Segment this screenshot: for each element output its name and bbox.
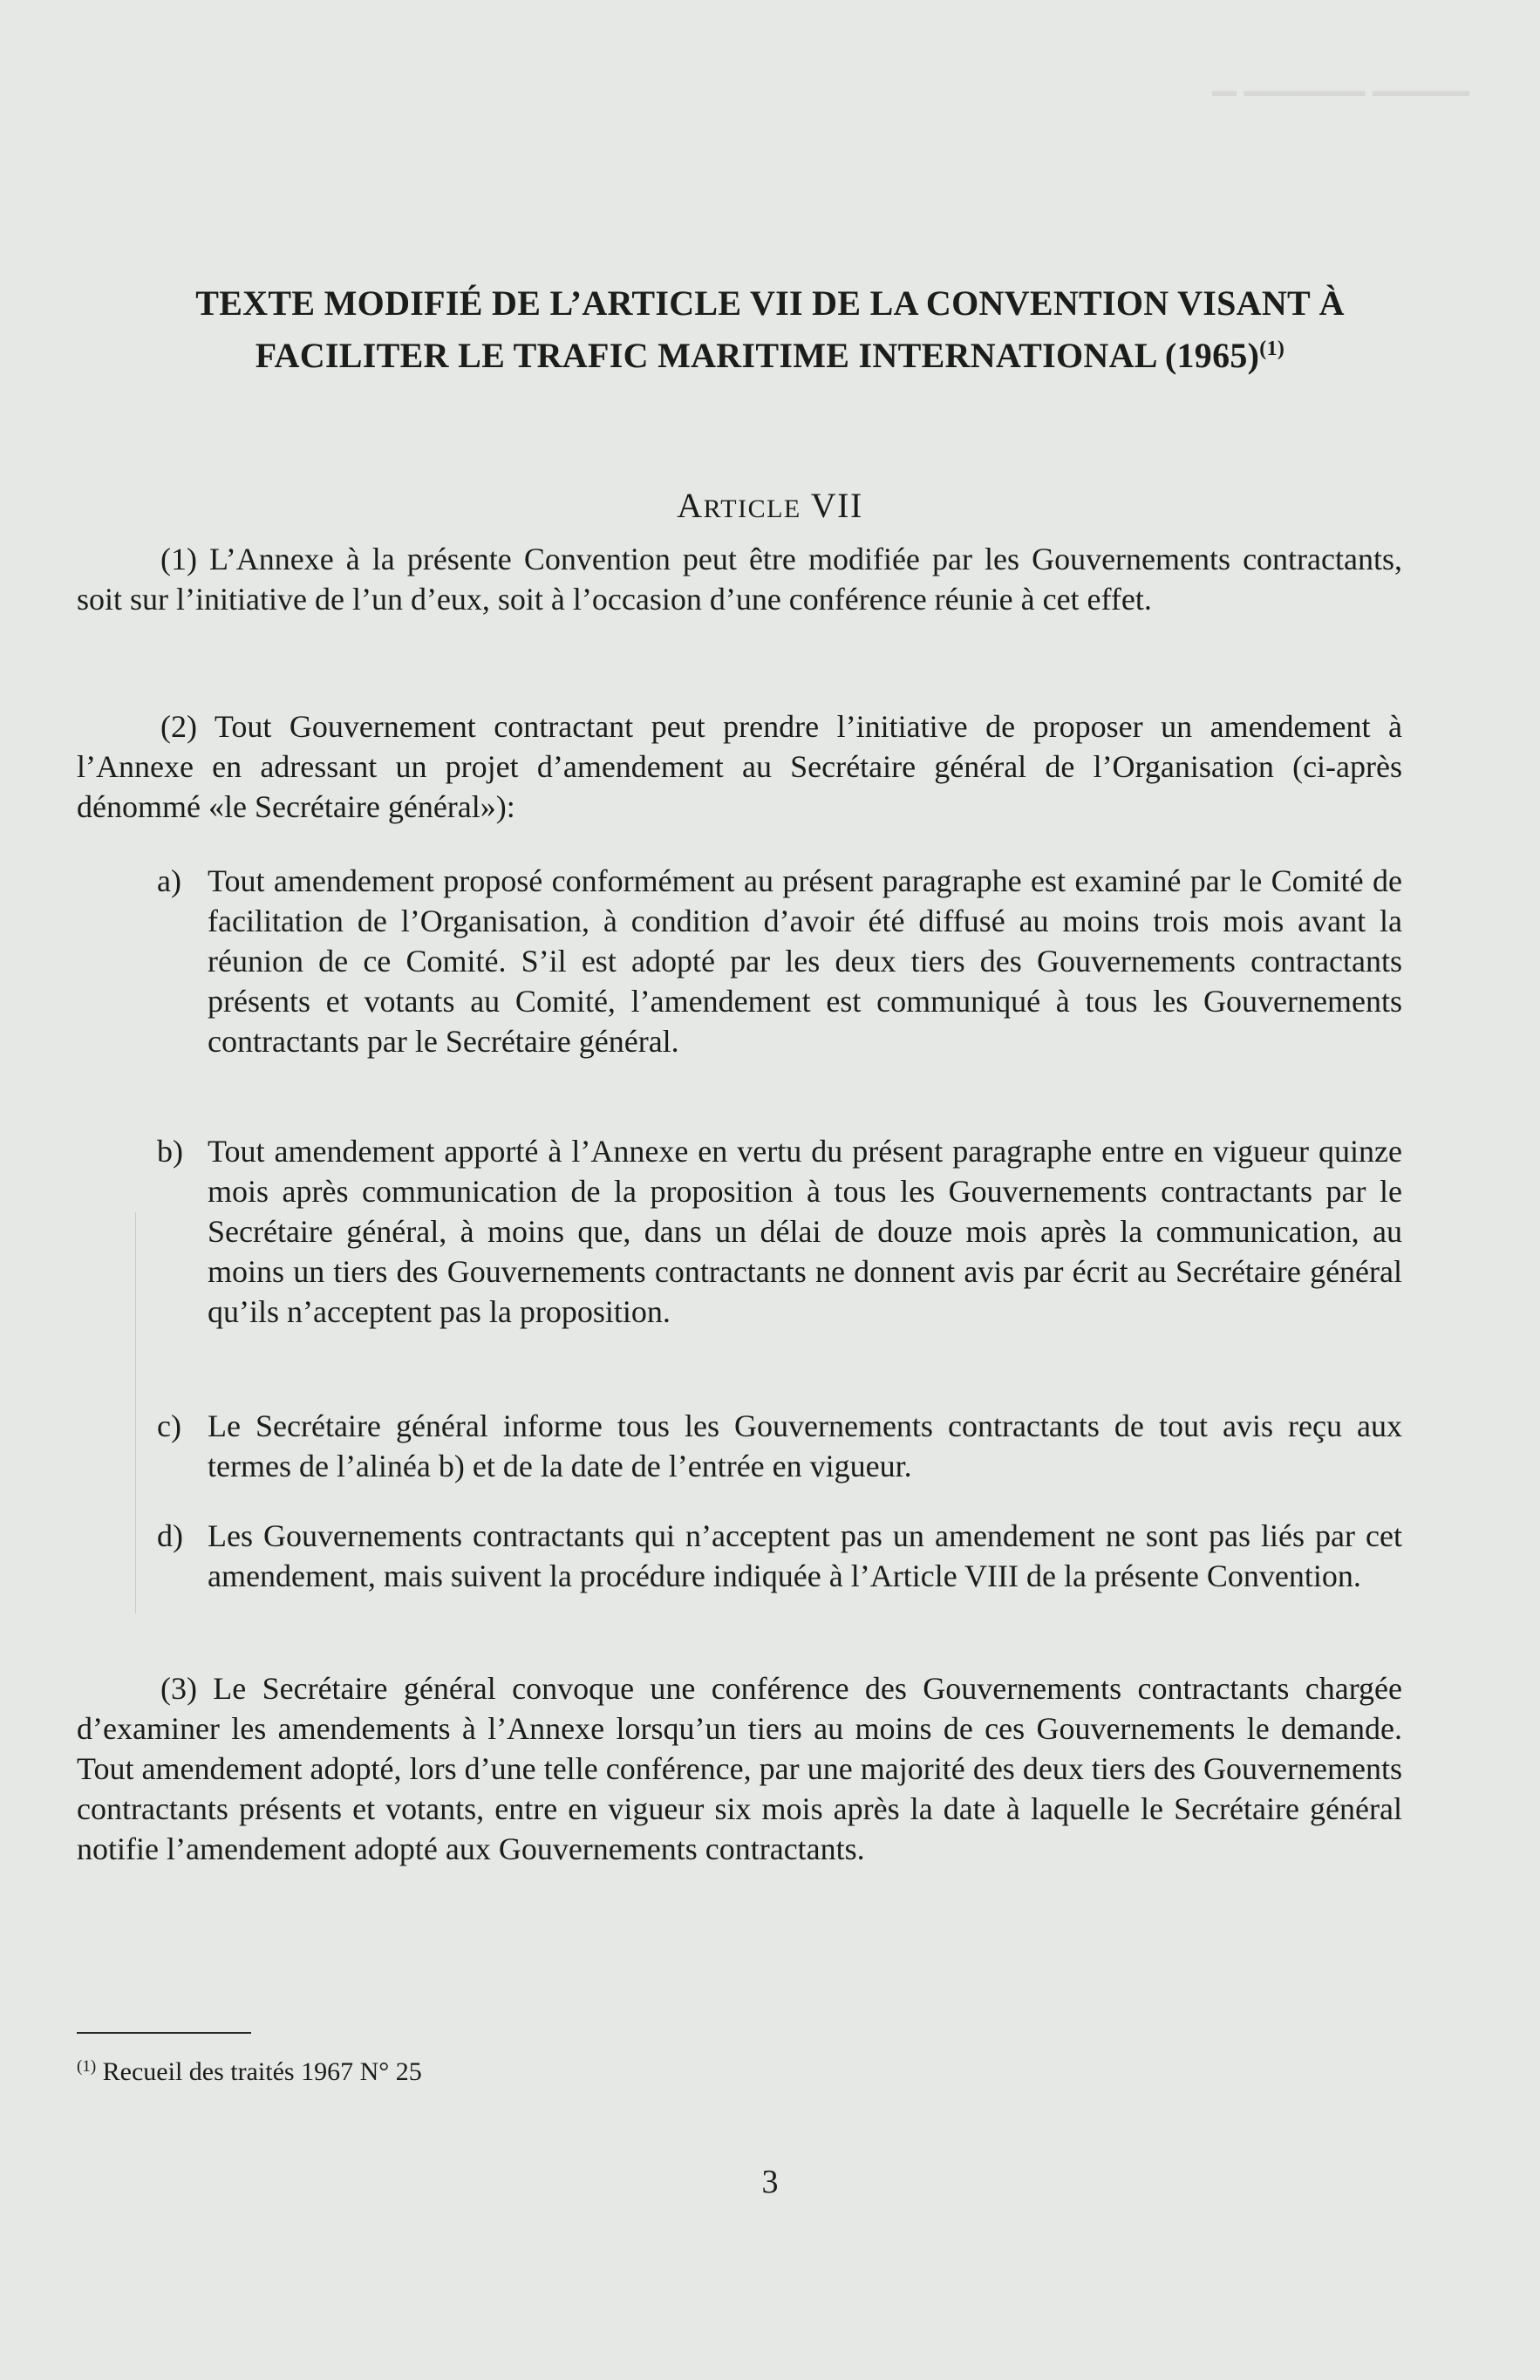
footnote-marker: (1): [77, 2057, 97, 2076]
article-heading-rest: RTICLE: [703, 494, 801, 523]
paragraph-2: (2) Tout Gouvernement contractant peut prendre l’initiative de proposer un amendement à l’Annexe en adressant un projet d’amendement au Secrétaire général de l’Organisation (ci-après dénommé «le Secrétaire général»):: [77, 709, 1402, 824]
title-line-1: TEXTE MODIFIÉ DE L’ARTICLE VII DE LA CONVENTION VISANT À: [195, 283, 1345, 323]
paragraph-1: (1) L’Annexe à la présente Convention peut être modifiée par les Gouvernements contractants, soit sur l’initiative de l’un d’eux, soit à l’occasion d’une conférence réunie à cet effet.: [77, 542, 1402, 617]
show-through-decoration: ▔▔▔▔ ▔▔▔▔▔ ▔: [1212, 92, 1469, 127]
subparagraph-d-text: Les Gouvernements contractants qui n’acceptent pas un amendement ne sont pas liés par cet amendement, mais suivent la procédure indiquée à l’Article VIII de la présente Convention.: [208, 1518, 1402, 1593]
subparagraph-a: [157, 861, 1402, 1061]
title-footnote-marker: (1): [1259, 338, 1285, 360]
page-number: 3: [761, 2164, 779, 2200]
subparagraph-d-letter: d): [157, 1518, 183, 1553]
subparagraph-a-letter: a): [157, 863, 181, 898]
margin-mark: [135, 1212, 136, 1613]
article-heading: [0, 485, 1540, 526]
subparagraph-c-letter: c): [157, 1408, 181, 1443]
subparagraph-b-letter: b): [157, 1134, 183, 1169]
subparagraph-c-text: Le Secrétaire général informe tous les Gouvernements contractants de tout avis reçu aux termes de l’alinéa b) et de la date de l’entrée en vigueur.: [208, 1408, 1402, 1483]
title-line-2-text: FACILITER LE TRAFIC MARITIME INTERNATIONAL (1965): [255, 336, 1260, 375]
subparagraph-d: [157, 1516, 1402, 1596]
subparagraph-a-text: Tout amendement proposé conformément au présent paragraphe est examiné par le Comité de facilitation de l’Organisation, à condition d’avoir été diffusé au moins trois mois avant la réunion de ce Comité. S’il est adopté par les deux tiers des Gouvernements contractants présents et votants au Comité, l’amendement est communiqué à tous les Gouvernements contractants par le Secrétaire général.: [208, 863, 1402, 1059]
title-line-2: [87, 326, 1453, 378]
footnote-rule: [77, 2032, 251, 2034]
subparagraph-b-text: Tout amendement apporté à l’Annexe en vertu du présent paragraphe entre en vigueur quinze mois après communication de la proposition à tous les Gouvernements contractants par le Secrétaire général, à moins que, dans un délai de douze mois après la communication, au moins un tiers des Gouvernements contractants ne donnent avis par écrit au Secrétaire général qu’ils n’acceptent pas la proposition.: [208, 1134, 1402, 1329]
paragraph-3: (3) Le Secrétaire général convoque une conférence des Gouvernements contractants chargée d’examiner les amendements à l’Annexe lorsqu’un tiers au moins de ces Gouvernements le demande. Tout amendement adopté, lors d’une telle conférence, par une majorité des deux tiers des Gouvernements contractants présents et votants, entre en vigueur six mois après la date à laquelle le Secrétaire général notifie l’amendement adopté aux Gouvernements contractants.: [77, 1671, 1402, 1866]
article-heading-initial: A: [677, 486, 704, 525]
document-title: [87, 281, 1453, 378]
footnote-text: Recueil des traités 1967 N° 25: [102, 2057, 422, 2086]
subparagraph-c: [157, 1406, 1402, 1486]
footnote: [77, 2049, 422, 2090]
subparagraph-b: [157, 1131, 1402, 1332]
article-heading-number: VII: [810, 486, 863, 525]
